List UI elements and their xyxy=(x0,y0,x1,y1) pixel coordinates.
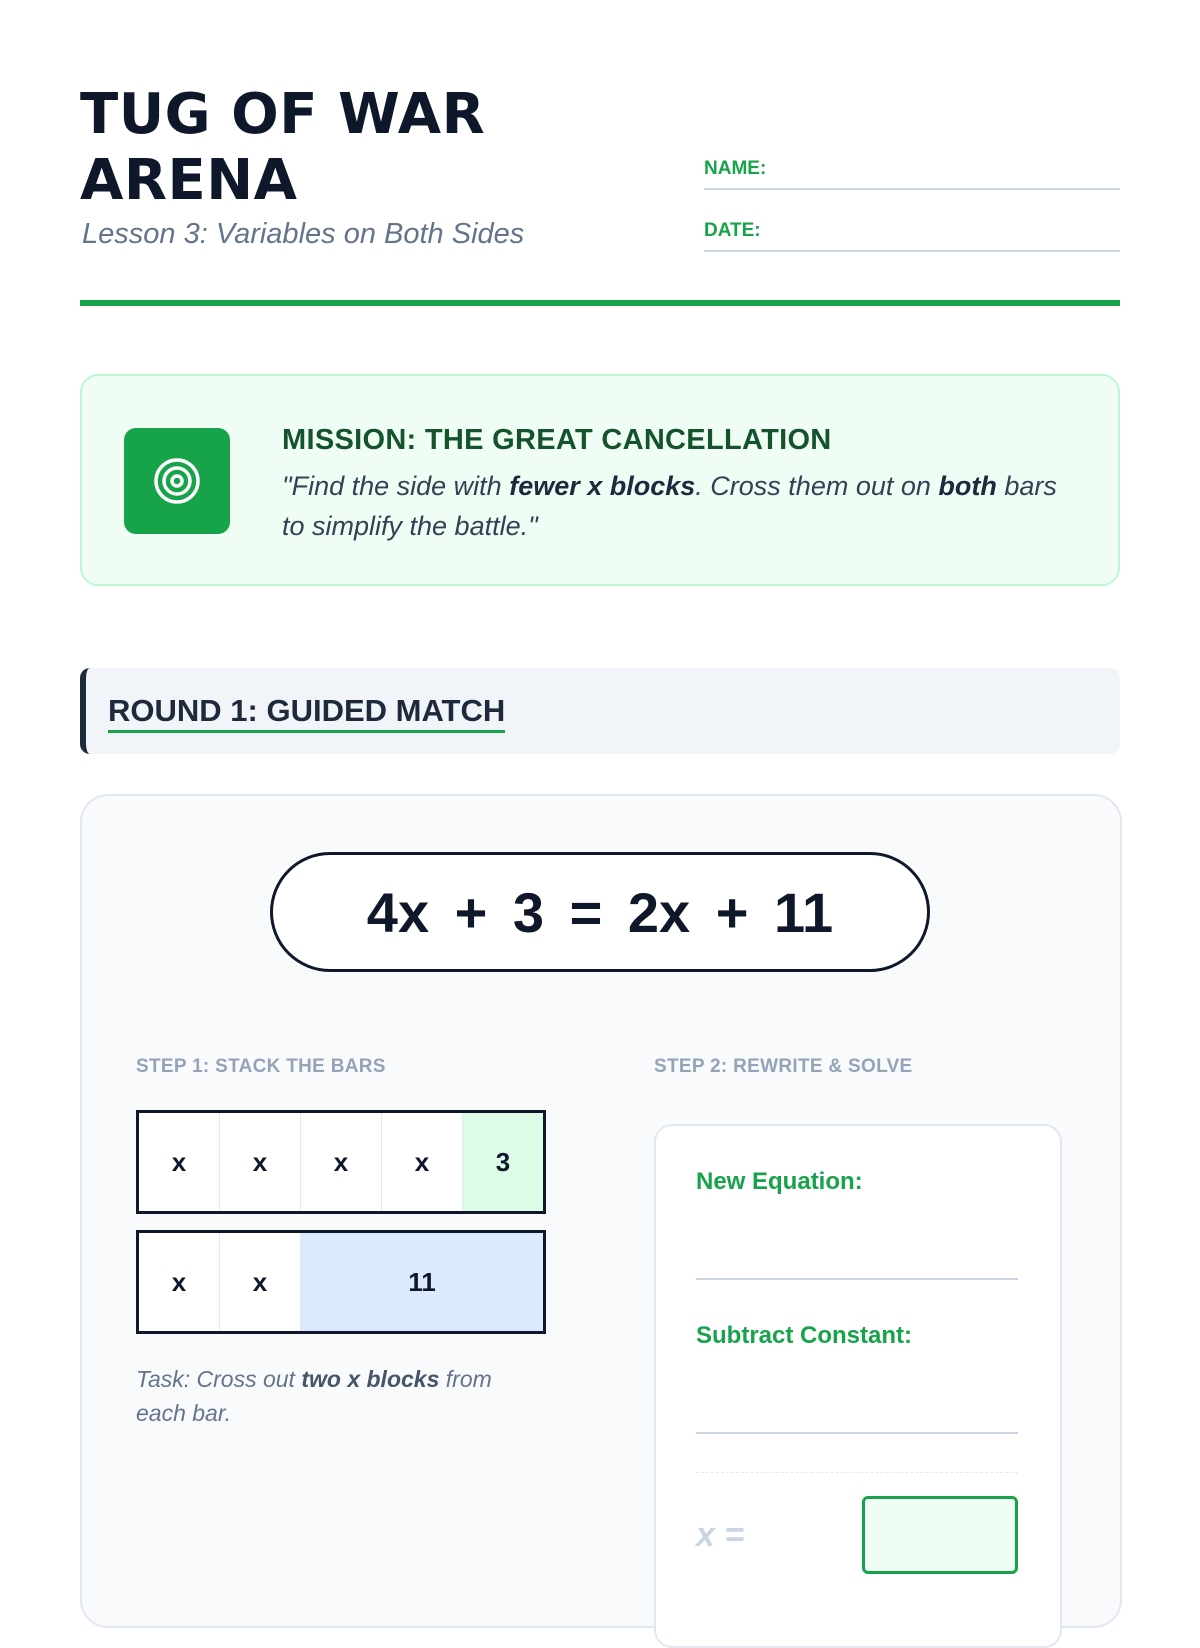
round-header xyxy=(80,668,1120,754)
x-equals-label: x = xyxy=(696,1516,745,1554)
round-card xyxy=(80,794,1122,1628)
subtract-constant-label: Subtract Constant: xyxy=(696,1322,912,1349)
constant-block: 3 xyxy=(463,1113,543,1211)
x-block[interactable]: x xyxy=(139,1233,220,1331)
equation-pill: 4x + 3 = 2x + 11 xyxy=(270,852,930,972)
task-instruction: Task: Cross out two x blocks from each bar. xyxy=(136,1366,492,1426)
constant-block: 11 xyxy=(301,1233,543,1331)
x-block[interactable]: x xyxy=(139,1113,220,1211)
x-block[interactable]: x xyxy=(301,1113,382,1211)
new-equation-label: New Equation: xyxy=(696,1168,863,1195)
name-field[interactable] xyxy=(704,158,1120,190)
x-block[interactable]: x xyxy=(220,1233,301,1331)
page-title: TUG OF WAR ARENA xyxy=(80,82,486,213)
solve-panel xyxy=(654,1124,1062,1648)
x-block[interactable]: x xyxy=(220,1113,301,1211)
worksheet-page xyxy=(80,0,1120,1600)
round-title: ROUND 1: GUIDED MATCH xyxy=(108,692,505,733)
answer-box[interactable] xyxy=(862,1496,1018,1574)
name-label: NAME: xyxy=(704,158,767,179)
header-divider xyxy=(80,300,1120,306)
x-block[interactable]: x xyxy=(382,1113,463,1211)
date-label: DATE: xyxy=(704,220,761,241)
subtract-constant-line[interactable] xyxy=(696,1432,1018,1434)
target-icon xyxy=(124,428,230,534)
mission-title: MISSION: THE GREAT CANCELLATION xyxy=(282,424,832,456)
left-side-bar xyxy=(136,1110,546,1214)
step2-label: STEP 2: REWRITE & SOLVE xyxy=(654,1056,913,1077)
divider xyxy=(696,1472,1018,1473)
lesson-subtitle: Lesson 3: Variables on Both Sides xyxy=(82,218,525,250)
right-side-bar xyxy=(136,1230,546,1334)
mission-box xyxy=(80,374,1120,586)
new-equation-line[interactable] xyxy=(696,1278,1018,1280)
date-field[interactable] xyxy=(704,220,1120,252)
step1-label: STEP 1: STACK THE BARS xyxy=(136,1056,386,1077)
mission-text: "Find the side with fewer x blocks. Cross them out on both bars to simplify the battle." xyxy=(282,471,1057,541)
